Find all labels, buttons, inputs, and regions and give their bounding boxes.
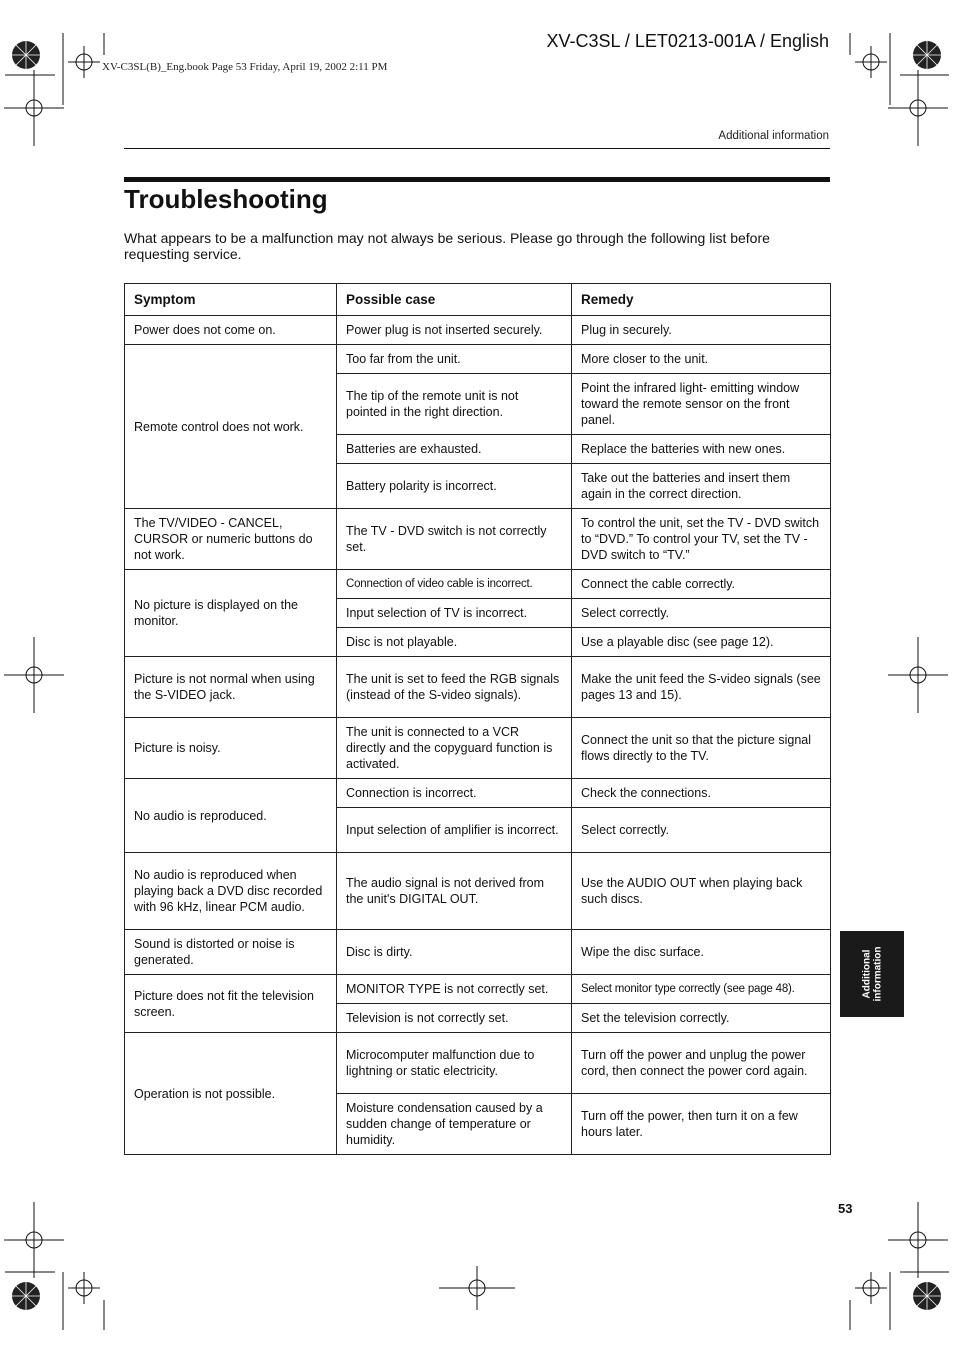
remedy-cell: Turn off the power, then turn it on a few hours later.	[572, 1094, 831, 1155]
case-cell: Power plug is not inserted securely.	[337, 316, 572, 345]
case-cell: The unit is connected to a VCR directly and the copyguard function is activated.	[337, 718, 572, 779]
remedy-cell: Turn off the power and unplug the power cord, then connect the power cord again.	[572, 1033, 831, 1094]
case-cell: Television is not correctly set.	[337, 1004, 572, 1033]
header-remedy: Remedy	[572, 284, 831, 316]
symptom-cell: No audio is reproduced.	[125, 779, 337, 853]
page-number: 53	[838, 1201, 853, 1216]
symptom-cell: Picture is noisy.	[125, 718, 337, 779]
case-cell: Input selection of amplifier is incorrect.	[337, 808, 572, 853]
symptom-cell: The TV/VIDEO - CANCEL, CURSOR or numeric buttons do not work.	[125, 509, 337, 570]
remedy-cell: Point the infrared light- emitting window toward the remote sensor on the front panel.	[572, 374, 831, 435]
remedy-cell: To control the unit, set the TV - DVD switch to “DVD.” To control your TV, set the TV - DVD switch to “TV.”	[572, 509, 831, 570]
table-row	[125, 1033, 831, 1094]
remedy-cell: Select monitor type correctly (see page 48).	[572, 975, 831, 1004]
symptom-cell: No picture is displayed on the monitor.	[125, 570, 337, 657]
symptom-cell: No audio is reproduced when playing back a DVD disc recorded with 96 kHz, linear PCM audio.	[125, 853, 337, 930]
case-cell: Connection of video cable is incorrect.	[337, 570, 572, 599]
side-tab-label: Additional information	[861, 946, 883, 1002]
remedy-cell: Connect the unit so that the picture signal flows directly to the TV.	[572, 718, 831, 779]
side-section-tab	[840, 931, 904, 1017]
case-cell: Disc is not playable.	[337, 628, 572, 657]
table-header-row	[125, 284, 831, 316]
troubleshooting-table	[124, 283, 831, 1155]
case-cell: Disc is dirty.	[337, 930, 572, 975]
title-bar	[124, 177, 830, 182]
case-cell: Too far from the unit.	[337, 345, 572, 374]
remedy-cell: Replace the batteries with new ones.	[572, 435, 831, 464]
case-cell: Input selection of TV is incorrect.	[337, 599, 572, 628]
book-info: XV-C3SL(B)_Eng.book Page 53 Friday, April 19, 2002 2:11 PM	[102, 61, 388, 73]
symptom-cell: Picture is not normal when using the S-VIDEO jack.	[125, 657, 337, 718]
symptom-cell: Remote control does not work.	[125, 345, 337, 509]
case-cell: The audio signal is not derived from the unit's DIGITAL OUT.	[337, 853, 572, 930]
header-rule	[124, 148, 830, 149]
symptom-cell: Operation is not possible.	[125, 1033, 337, 1155]
case-cell: The TV - DVD switch is not correctly set.	[337, 509, 572, 570]
table-row	[125, 975, 831, 1004]
case-cell: The unit is set to feed the RGB signals (instead of the S-video signals).	[337, 657, 572, 718]
table-row	[125, 657, 831, 718]
document-id: XV-C3SL / LET0213-001A / English	[546, 31, 829, 51]
symptom-cell: Power does not come on.	[125, 316, 337, 345]
case-cell: Moisture condensation caused by a sudden change of temperature or humidity.	[337, 1094, 572, 1155]
table-row	[125, 718, 831, 779]
remedy-cell: Wipe the disc surface.	[572, 930, 831, 975]
table-row	[125, 345, 831, 374]
table-row	[125, 316, 831, 345]
remedy-cell: Connect the cable correctly.	[572, 570, 831, 599]
symptom-cell: Sound is distorted or noise is generated.	[125, 930, 337, 975]
remedy-cell: Make the unit feed the S-video signals (see pages 13 and 15).	[572, 657, 831, 718]
table-row	[125, 570, 831, 599]
remedy-cell: Check the connections.	[572, 779, 831, 808]
case-cell: MONITOR TYPE is not correctly set.	[337, 975, 572, 1004]
header-symptom: Symptom	[125, 284, 337, 316]
header-possible-case: Possible case	[337, 284, 572, 316]
remedy-cell: Use a playable disc (see page 12).	[572, 628, 831, 657]
remedy-cell: Select correctly.	[572, 808, 831, 853]
case-cell: Connection is incorrect.	[337, 779, 572, 808]
table-row	[125, 779, 831, 808]
section-label: Additional information	[718, 130, 829, 142]
case-cell: The tip of the remote unit is not pointed in the right direction.	[337, 374, 572, 435]
page-title: Troubleshooting	[124, 184, 328, 214]
table-row	[125, 853, 831, 930]
remedy-cell: Take out the batteries and insert them again in the correct direction.	[572, 464, 831, 509]
symptom-cell: Picture does not fit the television screen.	[125, 975, 337, 1033]
case-cell: Battery polarity is incorrect.	[337, 464, 572, 509]
intro-paragraph: What appears to be a malfunction may not always be serious. Please go through the following list before requesting service.	[124, 230, 770, 262]
remedy-cell: Plug in securely.	[572, 316, 831, 345]
remedy-cell: More closer to the unit.	[572, 345, 831, 374]
table-row	[125, 930, 831, 975]
case-cell: Batteries are exhausted.	[337, 435, 572, 464]
remedy-cell: Select correctly.	[572, 599, 831, 628]
remedy-cell: Set the television correctly.	[572, 1004, 831, 1033]
table-row	[125, 509, 831, 570]
case-cell: Microcomputer malfunction due to lightning or static electricity.	[337, 1033, 572, 1094]
remedy-cell: Use the AUDIO OUT when playing back such discs.	[572, 853, 831, 930]
